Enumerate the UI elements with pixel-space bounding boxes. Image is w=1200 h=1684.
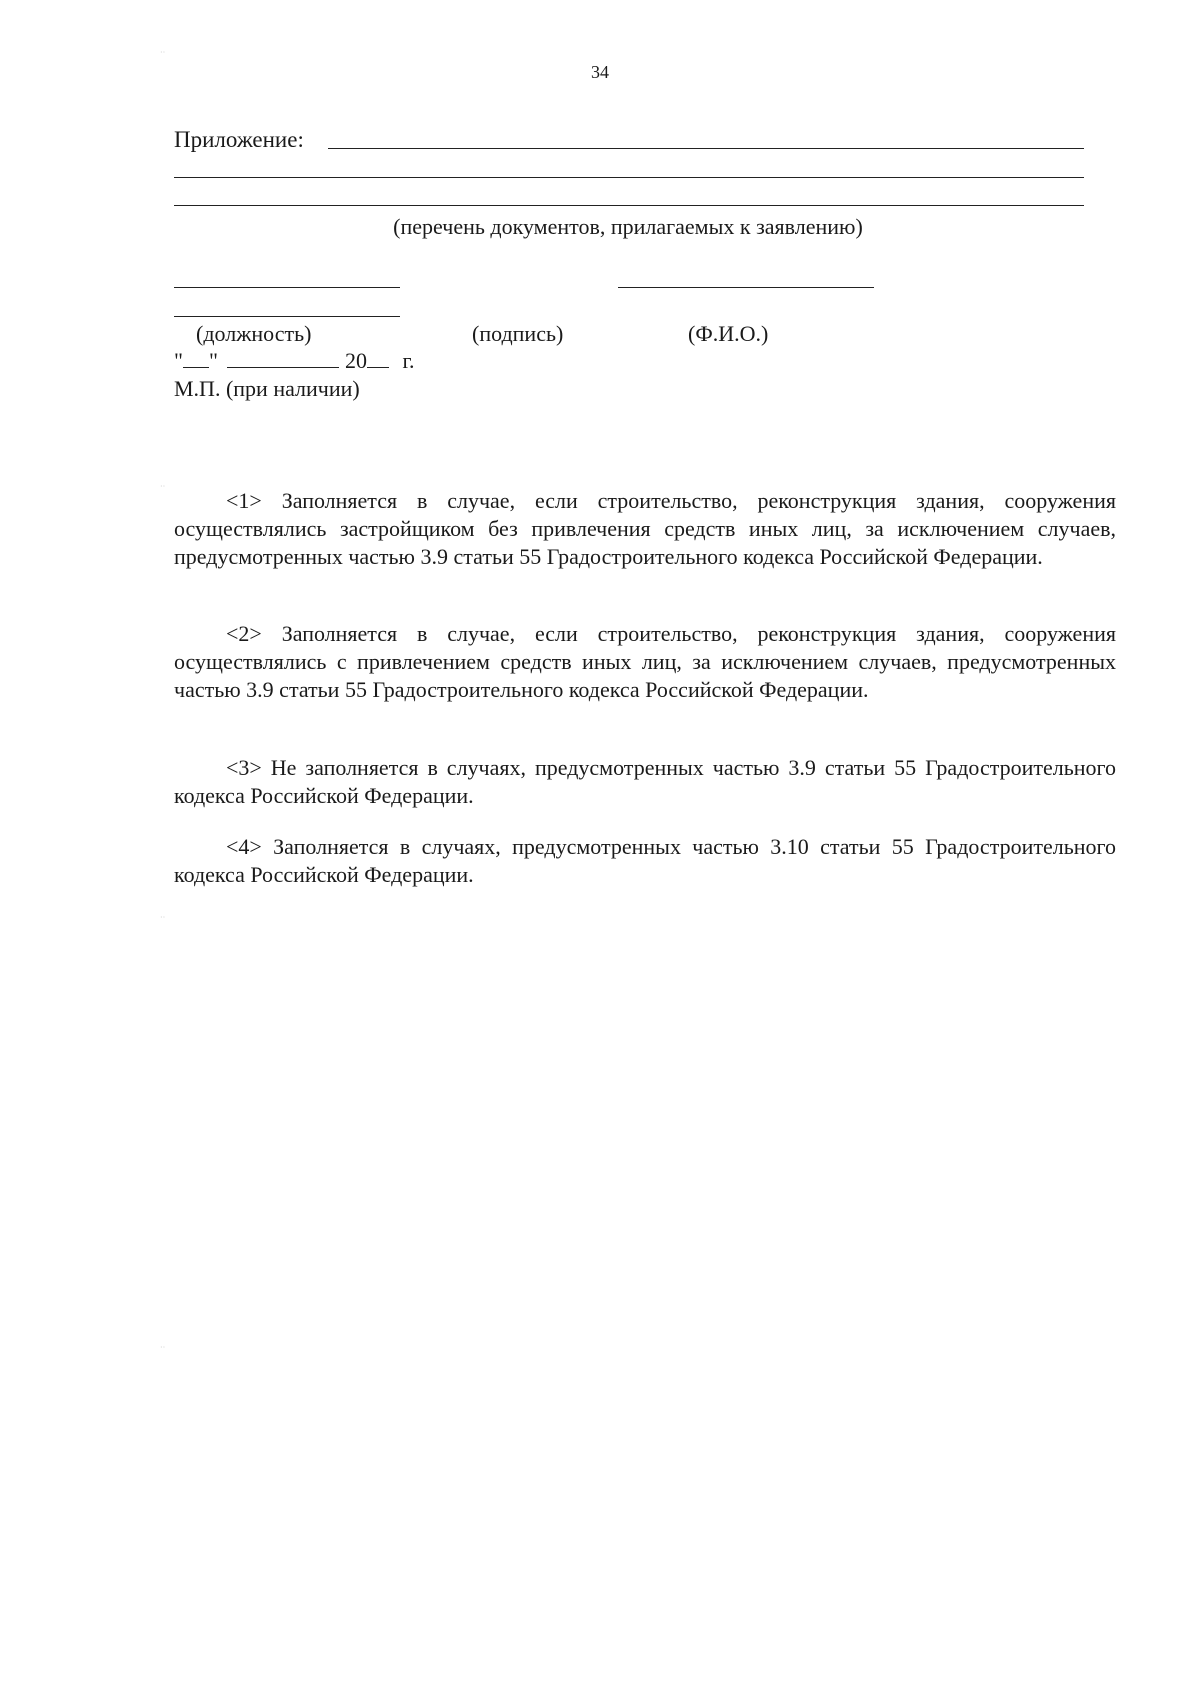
appendix-line-3	[174, 205, 1084, 206]
date-quote-close: "	[208, 348, 218, 373]
date-line	[174, 348, 415, 374]
stamp-label: М.П. (при наличии)	[174, 376, 360, 401]
footnote-4: <4> Заполняется в случаях, предусмотренных частью 3.10 статьи 55 Градостроительного кодекса Российской Федерации.	[174, 834, 1116, 887]
date-year-blank	[367, 349, 389, 368]
signature-line	[618, 287, 874, 288]
scan-mark: ··	[160, 913, 166, 922]
footnote-1: <1> Заполняется в случае, если строительство, реконструкция здания, сооружения осуществлялись застройщиком без привлечения средств иных лиц, за исключением случаев, предусмотренных частью 3.9 статьи 55 Градостроительного кодекса Российской Федерации.	[174, 488, 1116, 569]
appendix-caption: (перечень документов, прилагаемых к заявлению)	[393, 214, 863, 239]
footnote-2: <2> Заполняется в случае, если строительство, реконструкция здания, сооружения осуществлялись с привлечением средств иных лиц, за исключением случаев, предусмотренных частью 3.9 статьи 55 Градостроительного кодекса Российской Федерации.	[174, 621, 1116, 702]
date-day-blank	[183, 349, 209, 368]
position-caption: (должность)	[196, 321, 312, 346]
date-month-blank	[227, 349, 339, 368]
scan-mark: ··	[160, 48, 166, 57]
appendix-label: Приложение:	[174, 127, 304, 152]
scan-mark: ··	[160, 482, 166, 491]
date-year-prefix: 20	[344, 348, 367, 373]
date-quote-open: "	[174, 348, 183, 373]
scan-mark: ··	[160, 1343, 166, 1352]
appendix-line-1	[328, 148, 1084, 149]
appendix-line-2	[174, 177, 1084, 178]
footnote-3: <3> Не заполняется в случаях, предусмотренных частью 3.9 статьи 55 Градостроительного кодекса Российской Федерации.	[174, 755, 1116, 808]
signature-caption: (подпись)	[472, 321, 564, 346]
position-line	[174, 287, 400, 288]
date-year-suffix: г.	[402, 348, 415, 373]
name-caption: (Ф.И.О.)	[688, 321, 769, 346]
position-line-2	[174, 316, 400, 317]
page-number: 34	[591, 62, 609, 82]
